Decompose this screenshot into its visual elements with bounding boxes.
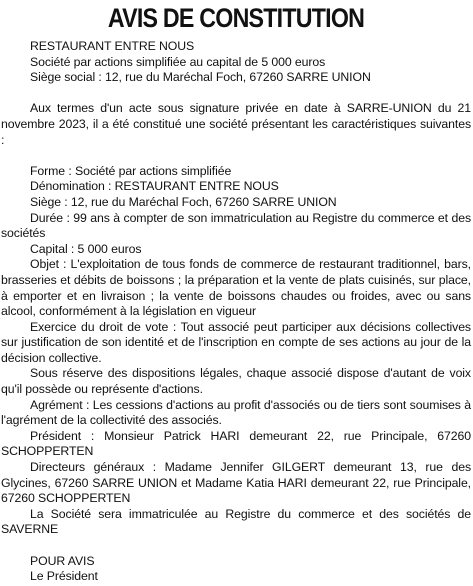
field-siege: Siège : 12, rue du Maréchal Foch, 67260 SARRE UNION bbox=[30, 194, 337, 209]
spacer bbox=[1, 86, 471, 102]
notice-body bbox=[1, 39, 471, 585]
field-immatriculation: La Société sera immatriculée au Registre du commerce et des sociétés de SAVERNE bbox=[1, 506, 471, 537]
field-duree: Durée : 99 ans à compter de son immatriculation au Registre du commerce et des sociétés bbox=[1, 210, 471, 241]
spacer bbox=[1, 538, 471, 554]
signature-signatory: Le Président bbox=[30, 569, 98, 584]
spacer bbox=[1, 148, 471, 164]
field-directeurs: Directeurs généraux : Madame Jennifer GILGERT demeurant 13, rue des Glycines, 67260 SARRE UNION et Madame Katia HARI demeurant 22, rue Principale, 67260 SCHOPPERTEN bbox=[1, 460, 471, 506]
field-president: Président : Monsieur Patrick HARI demeurant 22, rue Principale, 67260 SCHOPPERTEN bbox=[1, 428, 471, 459]
signature-pour-avis: POUR AVIS bbox=[30, 553, 95, 568]
header-form-capital: Société par actions simplifiée au capital de 5 000 euros bbox=[30, 54, 326, 69]
notice-title: AVIS DE CONSTITUTION bbox=[107, 3, 365, 33]
field-denomination: Dénomination : RESTAURANT ENTRE NOUS bbox=[30, 179, 279, 194]
field-agrement: Agrément : Les cessions d'actions au profit d'associés ou de tiers sont soumises à l'agrément de la collectivité des associés. bbox=[1, 397, 471, 428]
header-seat: Siège social : 12, rue du Maréchal Foch, 67260 SARRE UNION bbox=[30, 70, 371, 85]
field-voix: Sous réserve des dispositions légales, chaque associé dispose d'autant de voix qu'il possède ou représente d'actions. bbox=[1, 366, 471, 397]
header-company: RESTAURANT ENTRE NOUS bbox=[30, 39, 195, 53]
field-vote: Exercice du droit de vote : Tout associé peut participer aux décisions collectives sur justification de son identité et de l'inscription en compte de ses actions au jour de la décision collective. bbox=[1, 319, 471, 365]
field-capital: Capital : 5 000 euros bbox=[30, 241, 142, 256]
field-objet: Objet : L'exploitation de tous fonds de commerce de restaurant traditionnel, bars, brasseries et débits de boissons ; la préparation et la vente de plats cuisinés, sur place, à emporter et en livraison ; la vente de boissons chaudes ou froides, avec ou sans alcool, conformément à la législation en vigueur bbox=[1, 257, 471, 319]
intro-paragraph: Aux termes d'un acte sous signature privée en date à SARRE-UNION du 21 novembre 2023, il a été constitué une société présentant les caractéristiques suivantes : bbox=[1, 101, 471, 147]
field-forme: Forme : Société par actions simplifiée bbox=[30, 163, 232, 178]
